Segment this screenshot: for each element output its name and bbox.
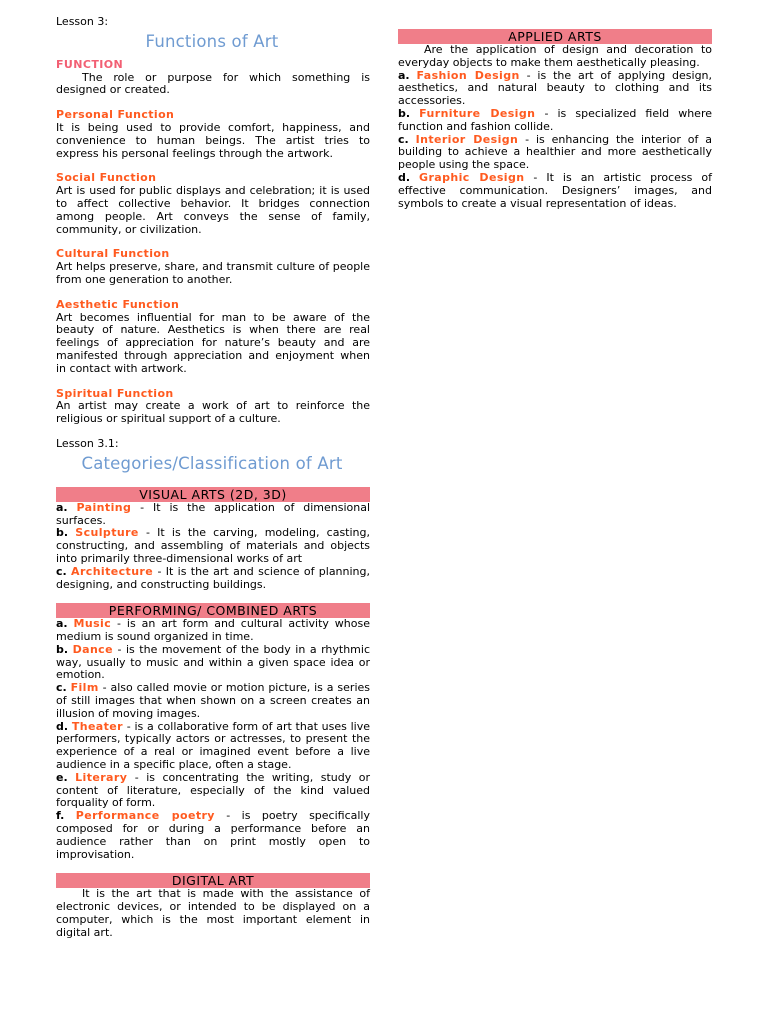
applied-arts-intro: Are the application of design and decoration to everyday objects to make them aesthetically pleasing. [398, 43, 712, 69]
list-item: a. Fashion Design - is the art of applying design, aesthetics, and natural beauty to clothing and its accessories. [398, 68, 713, 108]
term: Architecture [71, 564, 154, 578]
list-item: f. Performance poetry - is poetry specifically composed for or during a performance before an audience rather than on print mostly open to improvisation. [56, 809, 370, 861]
performing-arts-list [56, 618, 370, 861]
term: Sculpture [75, 526, 139, 540]
term: Performance poetry [75, 809, 215, 823]
digital-art-heading-bar: DIGITAL ART [56, 873, 370, 888]
lesson-3-1-title: Categories/Classification of Art [81, 453, 343, 473]
section-text: It is being used to provide comfort, happiness, and convenience to human beings. The artist tries to express his personal feelings through the artwork. [56, 120, 370, 160]
personal-function-section [56, 109, 370, 160]
list-item: a. Music - is an art form and cultural activity whose medium is sound organized in time. [56, 617, 371, 644]
term: Graphic Design [419, 170, 525, 184]
section-text: An artist may create a work of art to reinforce the religious or spiritual support of a culture. [56, 399, 370, 426]
section-text: Art is used for public displays and celebration; it is used to affect collective behavior. It bridges connection among people. Art conveys the sense of family, community, or civilization. [56, 184, 370, 236]
term: Music [73, 617, 112, 631]
term: Literary [75, 770, 128, 784]
visual-arts-list [56, 502, 370, 592]
spiritual-function-section [56, 388, 370, 426]
section-heading: Spiritual Function [56, 386, 174, 400]
list-item: c. Architecture - It is the art and science of planning, designing, and constructing buildings. [56, 564, 371, 591]
list-item: b. Dance - is the movement of the body in a rhythmic way, usually to music and within a given space idea or emotion. [56, 642, 371, 682]
term: Fashion Design [416, 68, 520, 82]
lesson-3-label: Lesson 3: [56, 15, 109, 28]
list-item: c. Film - also called movie or motion picture, is a series of still images that when shown on a screen creates an illusion of moving images. [56, 681, 370, 720]
digital-art-text: It is the art that is made with the assistance of electronic devices, or intended to be displayed on a computer, which is the most important element in digital art. [56, 887, 370, 939]
section-heading: Personal Function [56, 108, 175, 122]
function-text: The role or purpose for which something is designed or created. [56, 70, 370, 97]
right-column [398, 29, 712, 210]
term: Furniture Design [419, 106, 536, 120]
section-heading: Social Function [56, 171, 157, 185]
list-item: b. Sculpture - It is the carving, modeling, casting, constructing, and assembling of materials and objects into primarily three-dimensional works of art [56, 526, 370, 565]
term: Theater [71, 719, 123, 733]
list-item: b. Furniture Design - is specialized field where function and fashion collide. [398, 106, 712, 133]
section-text: Art becomes influential for man to be aware of the beauty of nature. Aesthetics is when there are real feelings of appreciation for nature’s beauty and are manifested through appreciation and enjoyment when in contact with artwork. [56, 310, 370, 375]
cultural-function-section [56, 248, 370, 286]
term: Interior Design [415, 132, 519, 146]
section-heading: Aesthetic Function [56, 297, 180, 311]
term: Dance [72, 642, 113, 656]
list-item: d. Graphic Design - It is an artistic process of effective communication. Designers’ images, and symbols to create a visual representation of ideas. [398, 170, 712, 210]
list-item: e. Literary - is concentrating the writing, study or content of literature, especially of the kind valued forquality of form. [56, 770, 370, 810]
term: Painting [76, 500, 132, 514]
section-heading: Cultural Function [56, 247, 170, 261]
function-heading: FUNCTION [56, 57, 124, 71]
lesson-3-1-label: Lesson 3.1: [56, 436, 119, 450]
applied-arts-heading-bar: APPLIED ARTS [398, 29, 712, 44]
section-text: Art helps preserve, share, and transmit culture of people from one generation to another. [56, 260, 370, 286]
visual-arts-heading-bar: VISUAL ARTS (2D, 3D) [56, 487, 370, 502]
aesthetic-function-section [56, 299, 370, 376]
list-item: c. Interior Design - is enhancing the interior of a building to achieve a healthier and more aesthetically people using the space. [398, 132, 712, 172]
list-item: d. Theater - is a collaborative form of art that uses live performers, typically actors or actresses, to present the experience of a real or imagined event before a live audience in a specific place, often a stage. [56, 719, 370, 772]
term: Film [70, 681, 99, 695]
lesson-3-title: Functions of Art [145, 31, 279, 51]
applied-arts-list [398, 70, 712, 211]
performing-arts-heading-bar: PERFORMING/ COMBINED ARTS [56, 603, 370, 618]
left-column [56, 16, 370, 940]
list-item: a. Painting - It is the application of dimensional surfaces. [56, 500, 370, 527]
social-function-section [56, 172, 370, 236]
